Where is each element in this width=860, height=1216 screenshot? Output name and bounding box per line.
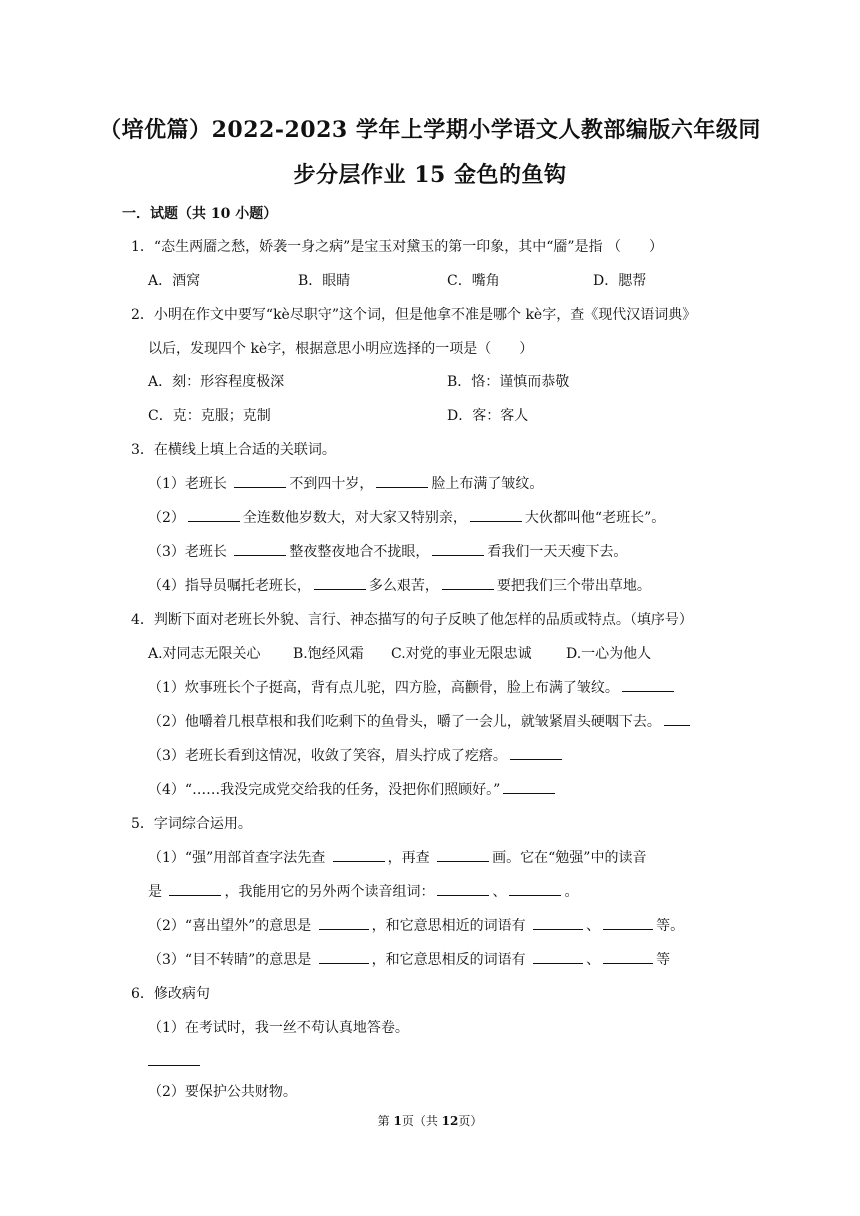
answer-blank[interactable] [533,915,583,930]
q3-sub3: （3）老班长 整夜整夜地合不拢眼， 看我们一天天瘦下去。 [148,541,627,561]
q1-option-b: B．眼睛 [298,273,351,289]
q1-stem: 1．“态生两靥之愁，娇袭一身之病”是宝玉对黛玉的第一印象，其中“靥”是指 （ ） [131,239,663,255]
q5-stem: 5．字词综合运用。 [131,816,252,832]
q3-stem: 3．在横线上填上合适的关联词。 [131,442,336,458]
answer-blank[interactable] [664,711,690,726]
answer-blank[interactable] [603,949,653,964]
section-heading: 一．试题（共 10 小题） [122,206,278,222]
q6-stem: 6．修改病句 [131,986,210,1002]
page-footer: 第 1页（共 12页） [377,1114,483,1128]
q3-sub4: （4）指导员嘱托老班长， 多么艰苦， 要把我们三个带出草地。 [148,575,651,595]
answer-blank[interactable] [603,915,653,930]
q1-option-d: D．腮帮 [593,273,647,289]
q5-sub1-line2: 是 ，我能用它的另外两个读音组词： 、 。 [148,881,578,901]
answer-blank[interactable] [470,507,522,522]
answer-blank[interactable] [376,473,428,488]
answer-blank[interactable] [234,541,286,556]
q6-sub1-answer [148,1051,200,1070]
q3-sub2: （2） 全连数他岁数大，对大家又特别亲， 大伙都叫他“老班长”。 [148,507,665,527]
q2-stem-line1: 2．小明在作文中要写“kè尽职守”这个词，但是他拿不准是哪个 kè字，查《现代汉语词典》 [131,307,697,323]
answer-blank[interactable] [234,473,286,488]
answer-blank[interactable] [188,507,240,522]
q5-sub2: （2）“喜出望外”的意思是 ，和它意思相近的词语有 、 等。 [148,915,684,935]
answer-blank[interactable] [509,881,561,896]
q4-option-c: C.对党的事业无限忠诚 [391,646,532,662]
answer-blank[interactable] [437,847,489,862]
answer-blank[interactable] [432,541,484,556]
q2-option-c: C．克：克服；克制 [148,408,271,424]
answer-blank[interactable] [622,677,674,692]
q5-sub1-line1: （1）“强”用部首查字法先查 ，再查 画。它在“勉强”中的读音 [148,847,646,867]
answer-blank[interactable] [333,847,385,862]
answer-blank[interactable] [437,881,489,896]
q4-sub2: （2）他嚼着几根草根和我们吃剩下的鱼骨头，嚼了一会儿，就皱紧眉头硬咽下去。 [148,711,693,731]
answer-blank[interactable] [442,575,494,590]
q1-option-c: C．嘴角 [447,273,500,289]
answer-blank[interactable] [319,949,369,964]
page-number: 1 [393,1114,402,1128]
document-title-line1: （培优篇）2022-2023 学年上学期小学语文人教部编版六年级同 [99,117,761,143]
answer-blank[interactable] [510,745,562,760]
q4-sub4: （4）“……我没完成党交给我的任务，没把你们照顾好。” [148,779,558,799]
q2-stem-line2: 以后，发现四个 kè字，根据意思小明应选择的一项是（ ） [148,341,534,357]
document-title-line2: 步分层作业 15 金色的鱼钩 [293,162,567,188]
q4-sub3: （3）老班长看到这情况，收敛了笑容，眉头拧成了疙瘩。 [148,745,565,765]
q6-sub1: （1）在考试时，我一丝不苟认真地答卷。 [148,1020,409,1036]
q2-option-a: A．刻：形容程度极深 [148,374,285,390]
q4-stem: 4．判断下面对老班长外貌、言行、神态描写的句子反映了他怎样的品质或特点。（填序号） [131,612,693,628]
q2-option-b: B．恪：谨慎而恭敬 [447,374,570,390]
q4-option-b: B.饱经风霜 [293,646,364,662]
q1-option-a: A．酒窝 [148,273,201,289]
answer-blank[interactable] [148,1051,200,1066]
total-pages: 12 [441,1114,459,1128]
q5-sub3: （3）“目不转睛”的意思是 ，和它意思相反的词语有 、 等 [148,949,670,969]
q4-option-d: D.一心为他人 [566,646,652,662]
answer-blank[interactable] [314,575,366,590]
q6-sub2: （2）要保护公共财物。 [148,1084,297,1100]
answer-blank[interactable] [169,881,221,896]
answer-blank[interactable] [319,915,369,930]
answer-blank[interactable] [503,779,555,794]
q4-sub1: （1）炊事班长个子挺高，背有点儿驼，四方脸，高颧骨，脸上布满了皱纹。 [148,677,677,697]
q4-option-a: A.对同志无限关心 [148,646,261,662]
q3-sub1: （1）老班长 不到四十岁， 脸上布满了皱纹。 [148,473,543,493]
q2-option-d: D．客：客人 [447,408,529,424]
answer-blank[interactable] [533,949,583,964]
